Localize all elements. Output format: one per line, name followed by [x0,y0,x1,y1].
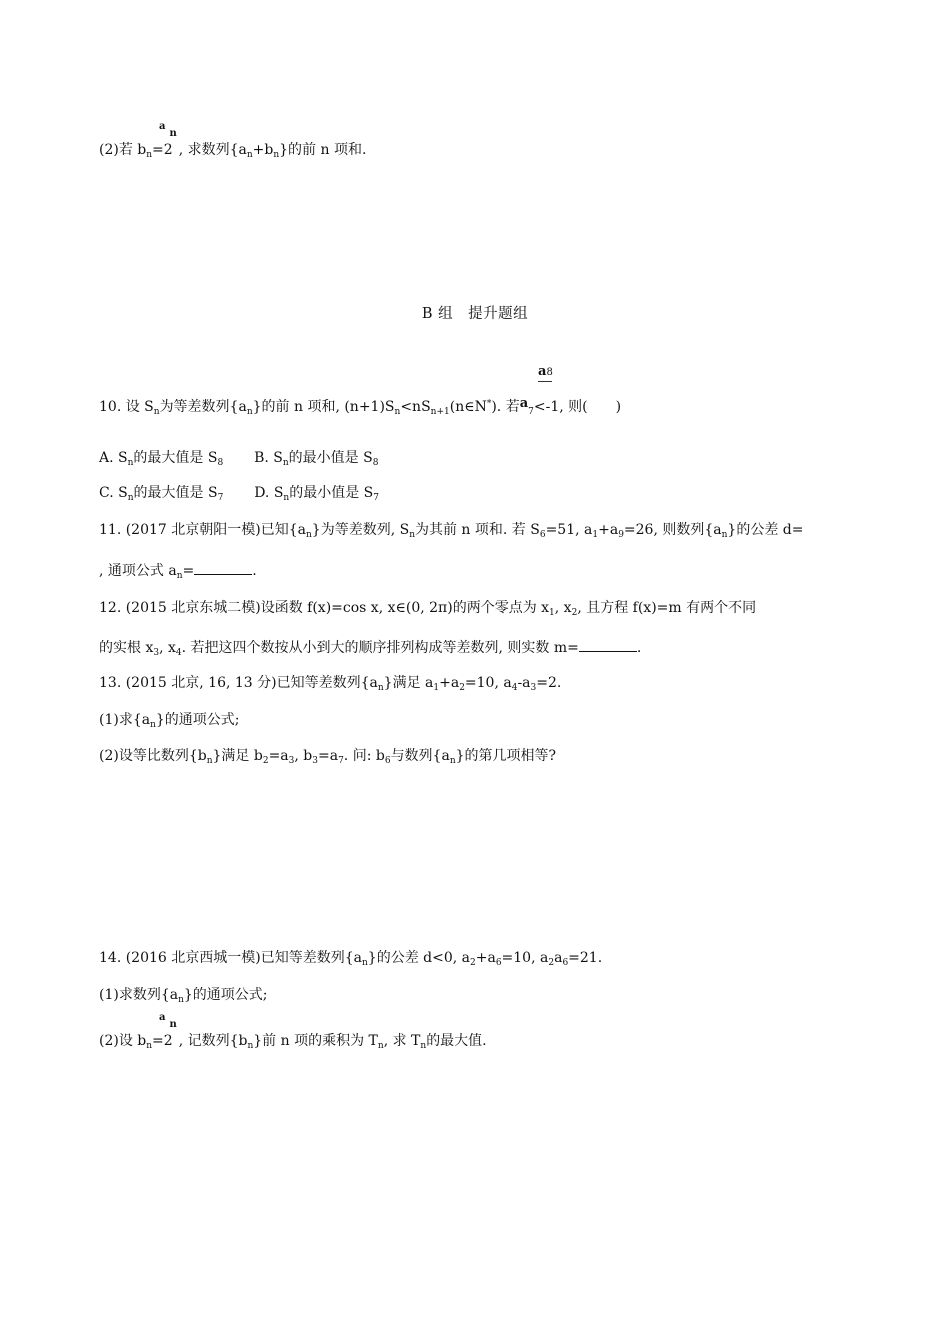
option-c: C. $S_n$的最大值是 $S_7$ [99,485,224,503]
question-12: 12. (2015 北京东城二模)设函数 f(x)=cos x, x∈(0, 2π)的两个零点为 $x_1$, $x_2$, 且方程 f(x)=m 有两个不同 [99,600,757,618]
option-d: D. $S_n$的最小值是 $S_7$ [254,485,379,503]
answer-blank[interactable] [194,562,252,575]
answer-blank[interactable] [579,639,637,652]
item-9-part-2: (2)若 $b_n=2$ an , 求数列$\{a_n+b_n\}$的前 n 项和. [99,121,367,160]
option-a: A. $S_n$的最大值是 $S_8$ [99,450,224,468]
question-10: 10. 设 $S_n$为等差数列$\{a_n\}$的前 n 项和, $(n+1)S_n<nS_{n+1}(n\in N^*)$. 若$a_7<-1$, 则( ) [99,396,622,417]
question-11: 11. (2017 北京朝阳一模)已知$\{a_n\}$为等差数列, $S_n$为其前 n 项和. 若 $S_6=51$, $a_1+a_9=26$, 则数列$\{a_n\}$的公差 d= [99,522,804,540]
fraction-bar [538,381,552,382]
question-12-line-2: 的实根 $x_3$, $x_4$. 若把这四个数按从小到大的顺序排列构成等差数列, 则实数 m= . [99,640,642,658]
question-11-line-2: , 通项公式 $a_n=$ . [99,563,257,581]
question-13-part-1: (1)求$\{a_n\}$的通项公式; [99,712,240,730]
question-13: 13. (2015 北京, 16, 13 分)已知等差数列$\{a_n\}$满足 $a_1+a_2=10$, $a_4-a_3=2$. [99,675,562,693]
section-b-title: B 组 提升题组 [421,306,529,322]
question-14-part-2: (2)设 $b_n=2$ an , 记数列$\{b_n\}$前 n 项的乘积为 $T_n$, 求 $T_n$的最大值. [99,1012,487,1051]
question-14-part-1: (1)求数列$\{a_n\}$的通项公式; [99,987,268,1005]
option-b: B. $S_n$的最小值是 $S_8$ [254,450,379,468]
question-13-part-2: (2)设等比数列$\{b_n\}$满足 $b_2=a_3$, $b_3=a_7$. 问: $b_6$与数列$\{a_n\}$的第几项相等? [99,748,557,766]
q10-options-row-1 [99,448,378,468]
fraction-numerator: a8 [538,364,552,382]
question-14: 14. (2016 北京西城一模)已知等差数列$\{a_n\}$的公差 d<0, $a_2+a_6=10$, $a_2a_6=21$. [99,950,603,968]
power-of-two: =2 an [152,1012,177,1049]
q10-options-row-2 [99,483,379,503]
fraction-denominator: $a_7$ [519,396,534,417]
power-of-two: =2 an [152,121,177,158]
